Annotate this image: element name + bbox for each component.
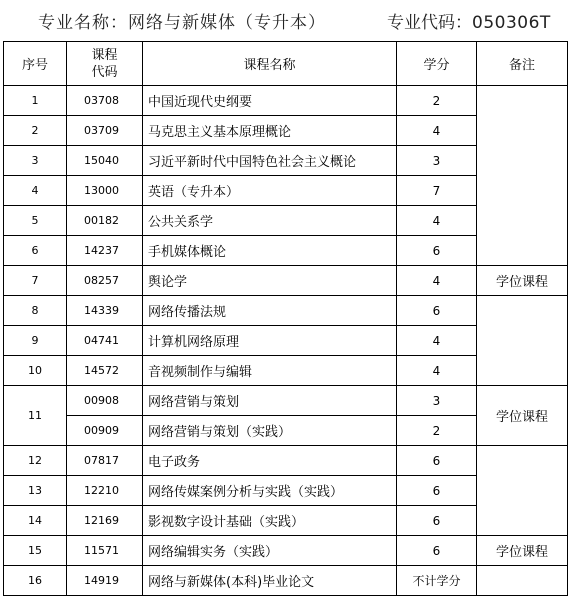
row-seq: 2 — [4, 116, 67, 146]
row-code: 14339 — [67, 296, 143, 326]
header-code-line1: 课程 — [91, 47, 118, 63]
row-course-name: 马克思主义基本原理概论 — [143, 116, 397, 146]
header-seq: 序号 — [4, 42, 67, 86]
major-name: 专业名称：网络与新媒体（专升本） — [38, 13, 326, 33]
major-code-value: 050306T — [472, 13, 551, 33]
row-course-name: 音视频制作与编辑 — [143, 356, 397, 386]
row-code: 15040 — [67, 146, 143, 176]
row-credit: 4 — [397, 116, 477, 146]
row-credit: 6 — [397, 296, 477, 326]
row-seq: 14 — [4, 506, 67, 536]
row-note-degree-course: 学位课程 — [477, 386, 568, 446]
row-seq: 5 — [4, 206, 67, 236]
row-course-name: 中国近现代史纲要 — [143, 86, 397, 116]
course-table — [3, 41, 568, 596]
row-code: 12210 — [67, 476, 143, 506]
row-course-name: 网络营销与策划（实践） — [143, 416, 397, 446]
table-row — [4, 446, 568, 476]
row-course-name: 网络编辑实务（实践） — [143, 536, 397, 566]
row-course-name: 影视数字设计基础（实践） — [143, 506, 397, 536]
row-course-name: 公共关系学 — [143, 206, 397, 236]
row-credit: 6 — [397, 446, 477, 476]
row-course-name: 计算机网络原理 — [143, 326, 397, 356]
row-code: 11571 — [67, 536, 143, 566]
row-code: 04741 — [67, 326, 143, 356]
table-row — [4, 86, 568, 116]
row-code: 03709 — [67, 116, 143, 146]
row-seq: 15 — [4, 536, 67, 566]
row-credit: 7 — [397, 176, 477, 206]
table-row — [4, 536, 568, 566]
row-seq: 13 — [4, 476, 67, 506]
row-credit: 6 — [397, 236, 477, 266]
row-seq: 9 — [4, 326, 67, 356]
row-credit: 4 — [397, 356, 477, 386]
row-note — [477, 296, 568, 386]
header-course-name: 课程名称 — [143, 42, 397, 86]
row-code: 00908 — [67, 386, 143, 416]
row-course-name: 网络营销与策划 — [143, 386, 397, 416]
row-seq: 4 — [4, 176, 67, 206]
row-seq: 11 — [4, 386, 67, 446]
row-note — [477, 566, 568, 596]
row-course-name: 网络传媒案例分析与实践（实践） — [143, 476, 397, 506]
row-course-name: 网络传播法规 — [143, 296, 397, 326]
row-course-name: 电子政务 — [143, 446, 397, 476]
row-code: 13000 — [67, 176, 143, 206]
row-credit: 3 — [397, 146, 477, 176]
row-code: 08257 — [67, 266, 143, 296]
row-credit: 2 — [397, 86, 477, 116]
row-seq: 6 — [4, 236, 67, 266]
header-course-code — [67, 42, 143, 86]
row-code: 12169 — [67, 506, 143, 536]
header-code-line2: 代码 — [91, 64, 118, 80]
row-note — [477, 446, 568, 536]
page-header — [0, 0, 573, 40]
row-code: 07817 — [67, 446, 143, 476]
row-seq: 12 — [4, 446, 67, 476]
row-credit: 6 — [397, 536, 477, 566]
row-course-name: 舆论学 — [143, 266, 397, 296]
table-header-row — [4, 42, 568, 86]
row-credit: 3 — [397, 386, 477, 416]
row-code: 14572 — [67, 356, 143, 386]
row-code: 00909 — [67, 416, 143, 446]
header-note: 备注 — [477, 42, 568, 86]
header-credit: 学分 — [397, 42, 477, 86]
row-credit: 2 — [397, 416, 477, 446]
row-seq: 16 — [4, 566, 67, 596]
row-credit: 4 — [397, 206, 477, 236]
row-note-degree-course: 学位课程 — [477, 536, 568, 566]
row-seq: 3 — [4, 146, 67, 176]
major-code — [387, 8, 551, 33]
row-course-name: 手机媒体概论 — [143, 236, 397, 266]
row-course-name: 网络与新媒体(本科)毕业论文 — [143, 566, 397, 596]
table-row — [4, 266, 568, 296]
row-seq: 1 — [4, 86, 67, 116]
row-note — [477, 86, 568, 266]
row-credit: 4 — [397, 266, 477, 296]
row-credit: 6 — [397, 476, 477, 506]
row-seq: 10 — [4, 356, 67, 386]
row-code: 03708 — [67, 86, 143, 116]
row-credit: 4 — [397, 326, 477, 356]
table-row — [4, 566, 568, 596]
row-course-name: 习近平新时代中国特色社会主义概论 — [143, 146, 397, 176]
table-row — [4, 386, 568, 416]
row-note-degree-course: 学位课程 — [477, 266, 568, 296]
table-row — [4, 296, 568, 326]
row-code: 14919 — [67, 566, 143, 596]
row-seq: 8 — [4, 296, 67, 326]
major-code-label: 专业代码： — [387, 13, 472, 33]
row-seq: 7 — [4, 266, 67, 296]
row-credit: 不计学分 — [397, 566, 477, 596]
row-code: 14237 — [67, 236, 143, 266]
row-code: 00182 — [67, 206, 143, 236]
row-credit: 6 — [397, 506, 477, 536]
row-course-name: 英语（专升本） — [143, 176, 397, 206]
